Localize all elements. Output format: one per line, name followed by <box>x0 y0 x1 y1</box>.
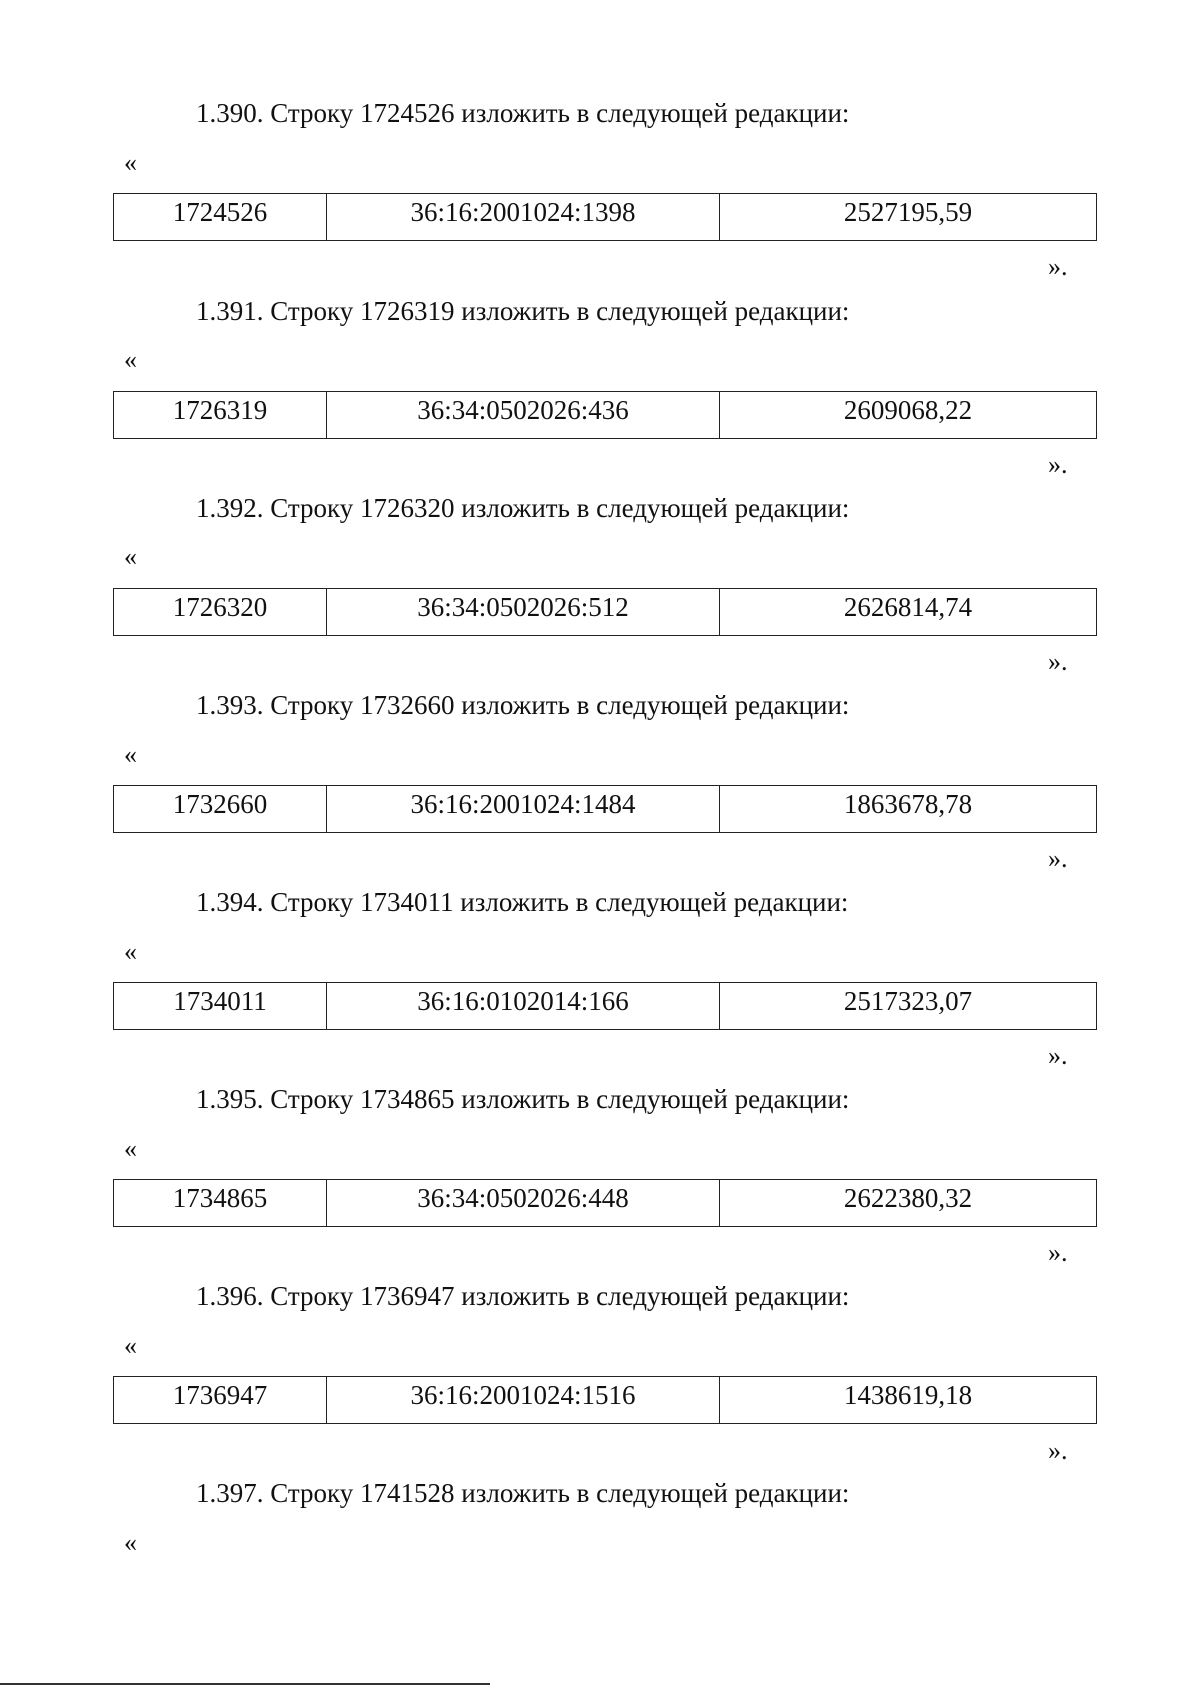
amendment-heading: 1.390. Строку 1724526 изложить в следующей редакции: <box>196 98 850 128</box>
cadastral-value-cell: 1438619,18 <box>720 1377 1097 1424</box>
cadastral-value-cell: 2527195,59 <box>720 194 1097 241</box>
amendment-row-table <box>113 193 1097 241</box>
row-code-cell: 1734011 <box>114 983 327 1030</box>
open-quote: « <box>124 542 137 571</box>
cadastral-value-cell: 2517323,07 <box>720 983 1097 1030</box>
table-row <box>114 194 1097 241</box>
cadastral-value-cell: 2609068,22 <box>720 392 1097 439</box>
cadastral-number-cell: 36:16:2001024:1484 <box>327 786 720 833</box>
open-quote: « <box>124 740 137 769</box>
cadastral-number-cell: 36:16:2001024:1516 <box>327 1377 720 1424</box>
row-code-cell: 1724526 <box>114 194 327 241</box>
row-code-cell: 1736947 <box>114 1377 327 1424</box>
cadastral-value-cell: 2622380,32 <box>720 1180 1097 1227</box>
close-quote: ». <box>1048 647 1068 676</box>
amendment-row-table <box>113 982 1097 1030</box>
amendment-row-table <box>113 785 1097 833</box>
amendment-heading: 1.396. Строку 1736947 изложить в следующей редакции: <box>196 1281 850 1311</box>
amendment-heading: 1.391. Строку 1726319 изложить в следующей редакции: <box>196 296 850 326</box>
cadastral-value-cell: 1863678,78 <box>720 786 1097 833</box>
open-quote: « <box>124 345 137 374</box>
row-code-cell: 1726319 <box>114 392 327 439</box>
table-row <box>114 983 1097 1030</box>
amendment-row-table <box>113 588 1097 636</box>
close-quote: ». <box>1048 1238 1068 1267</box>
table-row <box>114 589 1097 636</box>
table-row <box>114 1377 1097 1424</box>
table-row <box>114 786 1097 833</box>
cadastral-number-cell: 36:16:0102014:166 <box>327 983 720 1030</box>
amendment-heading: 1.394. Строку 1734011 изложить в следующей редакции: <box>196 887 849 917</box>
page-bottom-rule <box>0 1683 490 1685</box>
amendment-heading: 1.397. Строку 1741528 изложить в следующей редакции: <box>196 1478 850 1508</box>
cadastral-number-cell: 36:16:2001024:1398 <box>327 194 720 241</box>
amendment-row-table <box>113 391 1097 439</box>
close-quote: ». <box>1048 450 1068 479</box>
cadastral-number-cell: 36:34:0502026:512 <box>327 589 720 636</box>
cadastral-number-cell: 36:34:0502026:448 <box>327 1180 720 1227</box>
row-code-cell: 1726320 <box>114 589 327 636</box>
table-row <box>114 1180 1097 1227</box>
cadastral-number-cell: 36:34:0502026:436 <box>327 392 720 439</box>
row-code-cell: 1734865 <box>114 1180 327 1227</box>
open-quote: « <box>124 1528 137 1557</box>
amendment-heading: 1.392. Строку 1726320 изложить в следующей редакции: <box>196 493 850 523</box>
open-quote: « <box>124 1331 137 1360</box>
close-quote: ». <box>1048 252 1068 281</box>
open-quote: « <box>124 148 137 177</box>
open-quote: « <box>124 937 137 966</box>
close-quote: ». <box>1048 1041 1068 1070</box>
row-code-cell: 1732660 <box>114 786 327 833</box>
close-quote: ». <box>1048 1436 1068 1465</box>
table-row <box>114 392 1097 439</box>
cadastral-value-cell: 2626814,74 <box>720 589 1097 636</box>
amendment-row-table <box>113 1376 1097 1424</box>
close-quote: ». <box>1048 844 1068 873</box>
amendment-row-table <box>113 1179 1097 1227</box>
open-quote: « <box>124 1134 137 1163</box>
amendment-heading: 1.395. Строку 1734865 изложить в следующей редакции: <box>196 1084 850 1114</box>
amendment-heading: 1.393. Строку 1732660 изложить в следующей редакции: <box>196 690 850 720</box>
